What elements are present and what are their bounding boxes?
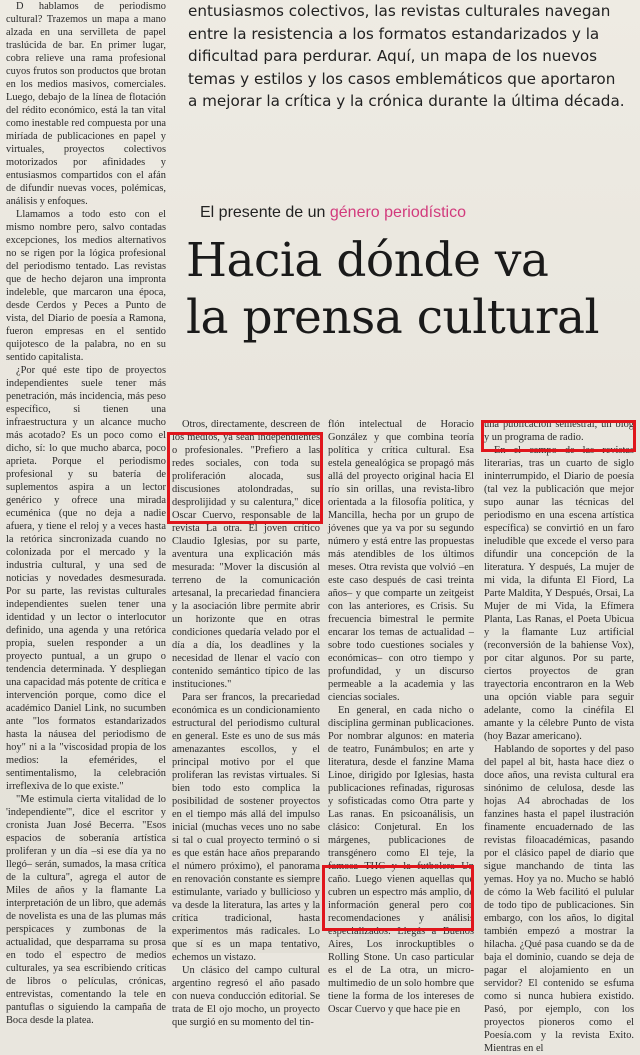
highlight-box-semestral	[481, 420, 636, 452]
kicker-highlight: género periodístico	[329, 204, 466, 221]
highlight-box-rolling-stone	[322, 865, 474, 931]
lead-text: entusiasmos colectivos, las revistas culturales navegan entre la resistencia a los formatos estandarizados y la dificultad para perdurar. Aquí, un mapa de los nuevos temas y estilos y los casos emblemáticos que aportaron a mejorar la crítica y la crónica durante la última década.	[188, 2, 625, 111]
paragraph: En el campo de las revistas literarias, tras un cuarto de siglo ininterrumpido, el Diario de poesía (tal vez la publicación que mejor supo aunar las técnicas del periodismo en una escena artística específica) se convirtió en un faro ineludible que excede el verso para difundir una concepción de la literatura. Y después, La mujer de mi vida, la difunta El Fiord, La Parte Maldita, Y Después, Orsai, La Mujer de mi Vida, la Efímera Planta, Las Ranas, el Poeta Ubicua y la flamante Luz artificial (reconversión de la bahiense Vox), por citar algunos. Por su parte, ciertos proyectos de gran trayectoria encontraron en la Web una opción viable para seguir adelante, como la cinéfila El amante y la célebre Punto de vista (hoy Bazar americano).	[484, 445, 634, 742]
kicker-prefix: El presente de un	[200, 204, 330, 221]
paragraph: flón intelectual de Horacio González y que combina teoría política y crítica cultural. Esa estela genealógica se propagó más allá del proyecto original hacia El río sin orillas, una revista-libro orientada a la filosofía política, y Mancilla, hecha por un grupo de jóvenes que ya va por su segundo número y está entre las propuestas más atendibles de los últimos meses. Otra revista que volvió –en este caso después de casi treinta años– y que comparte un zeitgeist con las anteriores, es Crisis. Su frecuencia bimestral le permite encarar los temas de actualidad –sobre todo cuestiones sociales y económicas– con otro tiempo y profundidad, y un discurso permeable a la academia y las ciencias sociales.	[328, 419, 474, 703]
kicker	[200, 204, 466, 222]
headline-line-2: la prensa cultural	[186, 290, 600, 345]
paragraph: Otros, directamente, descreen de los medios, ya sean independientes o profesionales. "Prefiero a las redes sociales, con toda su proliferación alocada, sus discusiones atolondradas, su desprolijidad y su calentura," dice Oscar Cuervo, responsable de la revista La otra. El joven crítico Claudio Iglesias, por su parte, aventura una explicación más mesurada: "Mover la discusión al terreno de la comunicación artesanal, la precariedad financiera y la asociación libre permite abrir un horizonte que en otras condiciones quedaría velado por el día a día, los deadlines y la necesidad de llenar el vacío con contenido semántico típico de las instituciones."	[172, 419, 320, 690]
paragraph: Un clásico del campo cultural argentino regresó el año pasado con nueva conducción editorial. Se trata de El ojo mocho, un proyecto que surgió en su momento del tin-	[172, 965, 320, 1028]
highlight-box-quote	[167, 432, 323, 524]
paragraph: Hablando de soportes y del paso del papel al bit, hasta hace diez o doce años, una revista cultural era sinónimo de celulosa, desde las hojas A4 abrochadas de los fanzines hasta el papel ilustración finamente encuadernado de las revistas filoacadémicas, pasando por el clásico papel de diario que sigue manchando de tinta las yemas. Hoy ya no. Mucho se habló de cómo la Web facilitó el pulular de todo tipo de publicaciones. Sin embargo, con los años, lo digital también empezó a mostrar la hilacha. ¿Qué pasa cuando se da de baja el dominio, cuando se deja de pagar el alojamiento en un servidor? El contenido se esfuma como si nunca hubiera existido. Pasó, por ejemplo, con los proyectos pioneros como el Poesía.com y la revista Exito. Mientras en el	[484, 744, 634, 1054]
headline	[186, 232, 636, 346]
column-left	[6, 0, 166, 1026]
paragraph: D hablamos de periodismo cultural? Trazemos un mapa a mano alzada en una servilleta de papel traslúcida de bar. En primer lugar, cobra relieve una rama profesional cuyos frutos son productos que brotan en los medios masivos, comerciales. Luego, debajo de la línea de flotación del rédito económico, está la tan vital como inestable red compuesta por una miríada de publicaciones en papel y virtuales, proyectos colectivos motorizados por afinidades y entusiasmos compartidos con el afán de difundir nuevas voces, polémicas, análisis y enfoques.	[6, 1, 166, 207]
column-4	[484, 418, 634, 1054]
headline-line-1: Hacia dónde va	[186, 233, 549, 288]
paragraph: una publicación semestral, un blog y un programa de radio.	[484, 419, 634, 443]
paragraph: Llamamos a todo esto con el mismo nombre pero, salvo contadas excepciones, los medios alternativos no se rigen por la lógica profesional del periodismo tentado. Las revistas que de hecho dejaron una impronta indeleble, que marcaron una época, desde Cerdos y Peces a Punto de vista, del Diario de poesía a Ramona, fueron empresas en el sentido quijotesco de la palabra, no en su sentido capitalista.	[6, 209, 166, 363]
paragraph: "Me estimula cierta vitalidad de lo 'independiente'", dice el escritor y cronista Juan José Becerra. "Esos espacios de soberanía artística proliferan y un día –si ese día ya no llegó– serán, sumados, la masa crítica de la cultura", agrega el autor de Miles de años y la flamante La interpretación de un libro, que además de novelista es una de las plumas más perspicaces y zumbonas de la actualidad, que desparrama su prosa en todo el espectro de medios culturales, ya sea escribiendo críticas de libros o películas, crónicas, entrevistas, comentando la tele en pantuflas o siguiendo la campaña de Boca desde la platea.	[6, 794, 166, 1026]
paragraph: En general, en cada nicho o disciplina germinan publicaciones. Por nombrar algunos: en materia de teatro, Funámbulos; en arte y literatura, desde el fanzine Mama Linoe, dirigido por Iglesias, hasta publicaciones refinadas, rigurosas y sofisticadas como Otra parte y Las ranas. En psicoanálisis, un clásico: Conjetural. En los márgenes, publicaciones de transgénero como El teje, la famosa THC y la futbolera Un caño. Luego vienen aquellas que cubren un espectro más amplio, de información general pero con recomendaciones y análisis especializados: Llegás a Buenos Aires, Los inrockuptibles o Rolling Stone. Un caso particular es el de La otra, un micro-multimedio de un solo hombre que tiene la forma de los intereses de Oscar Cuervo y que hace pie en	[328, 705, 474, 1015]
paragraph: Para ser francos, la precariedad económica es un condicionamiento estructural del periodismo cultural en general. Este es uno de sus más amenazantes escollos, y el principal motivo por el que proliferan las revistas virtuales. Si bien todo esto complica la posibilidad de sostener proyectos en el tiempo más allá del impulso inicial (muchas veces uno no sabe si tal o cual proyecto terminó o si es que están hace años preparando el número próximo), el panorama en renovación constante es siempre estimulante, variado y bullicioso y va desde la literatura, las artes y la crítica tradicional, hasta experimentos más radicales. Lo que sí es un mapa tentativo, echemos un vistazo.	[172, 692, 320, 963]
paragraph: ¿Por qué este tipo de proyectos independientes suele tener más penetración, más incidencia, más peso específico, si tienen una infraestructura y un alcance mucho más acotado? Es un poco como el dicho, sí: lo que mucho abarca, poco aprieta. Porque el periodismo profesional y su batería de suplementos aspira a un lector genérico y ofrece una mirada ecuménica (que no deja a nadie afuera, y tiene el reloj y a veces hasta la retórica sincronizada cuando no colonizada por el mercado y la industria cultural, y una sed de noticias y novedades desmesurada. Por su parte, las revistas culturales independientes suelen tener una identidad y un lector o interlocutor definido, una agenda y una retórica propia, suelen responder a un proyecto puntual, a un grupo o tendencia determinada. Y despliegan una capacidad más potente de crítica e intervención porque, como dice el académico Daniel Link, no sucumben ante "los formatos estandarizados hasta la náusea del periodismo de hoy" ni a la "viscosidad propia de los medios: la efemérides, el sentimentalismo, la celebración irreflexiva de lo que existe."	[6, 365, 166, 792]
lead-paragraph	[188, 0, 628, 113]
